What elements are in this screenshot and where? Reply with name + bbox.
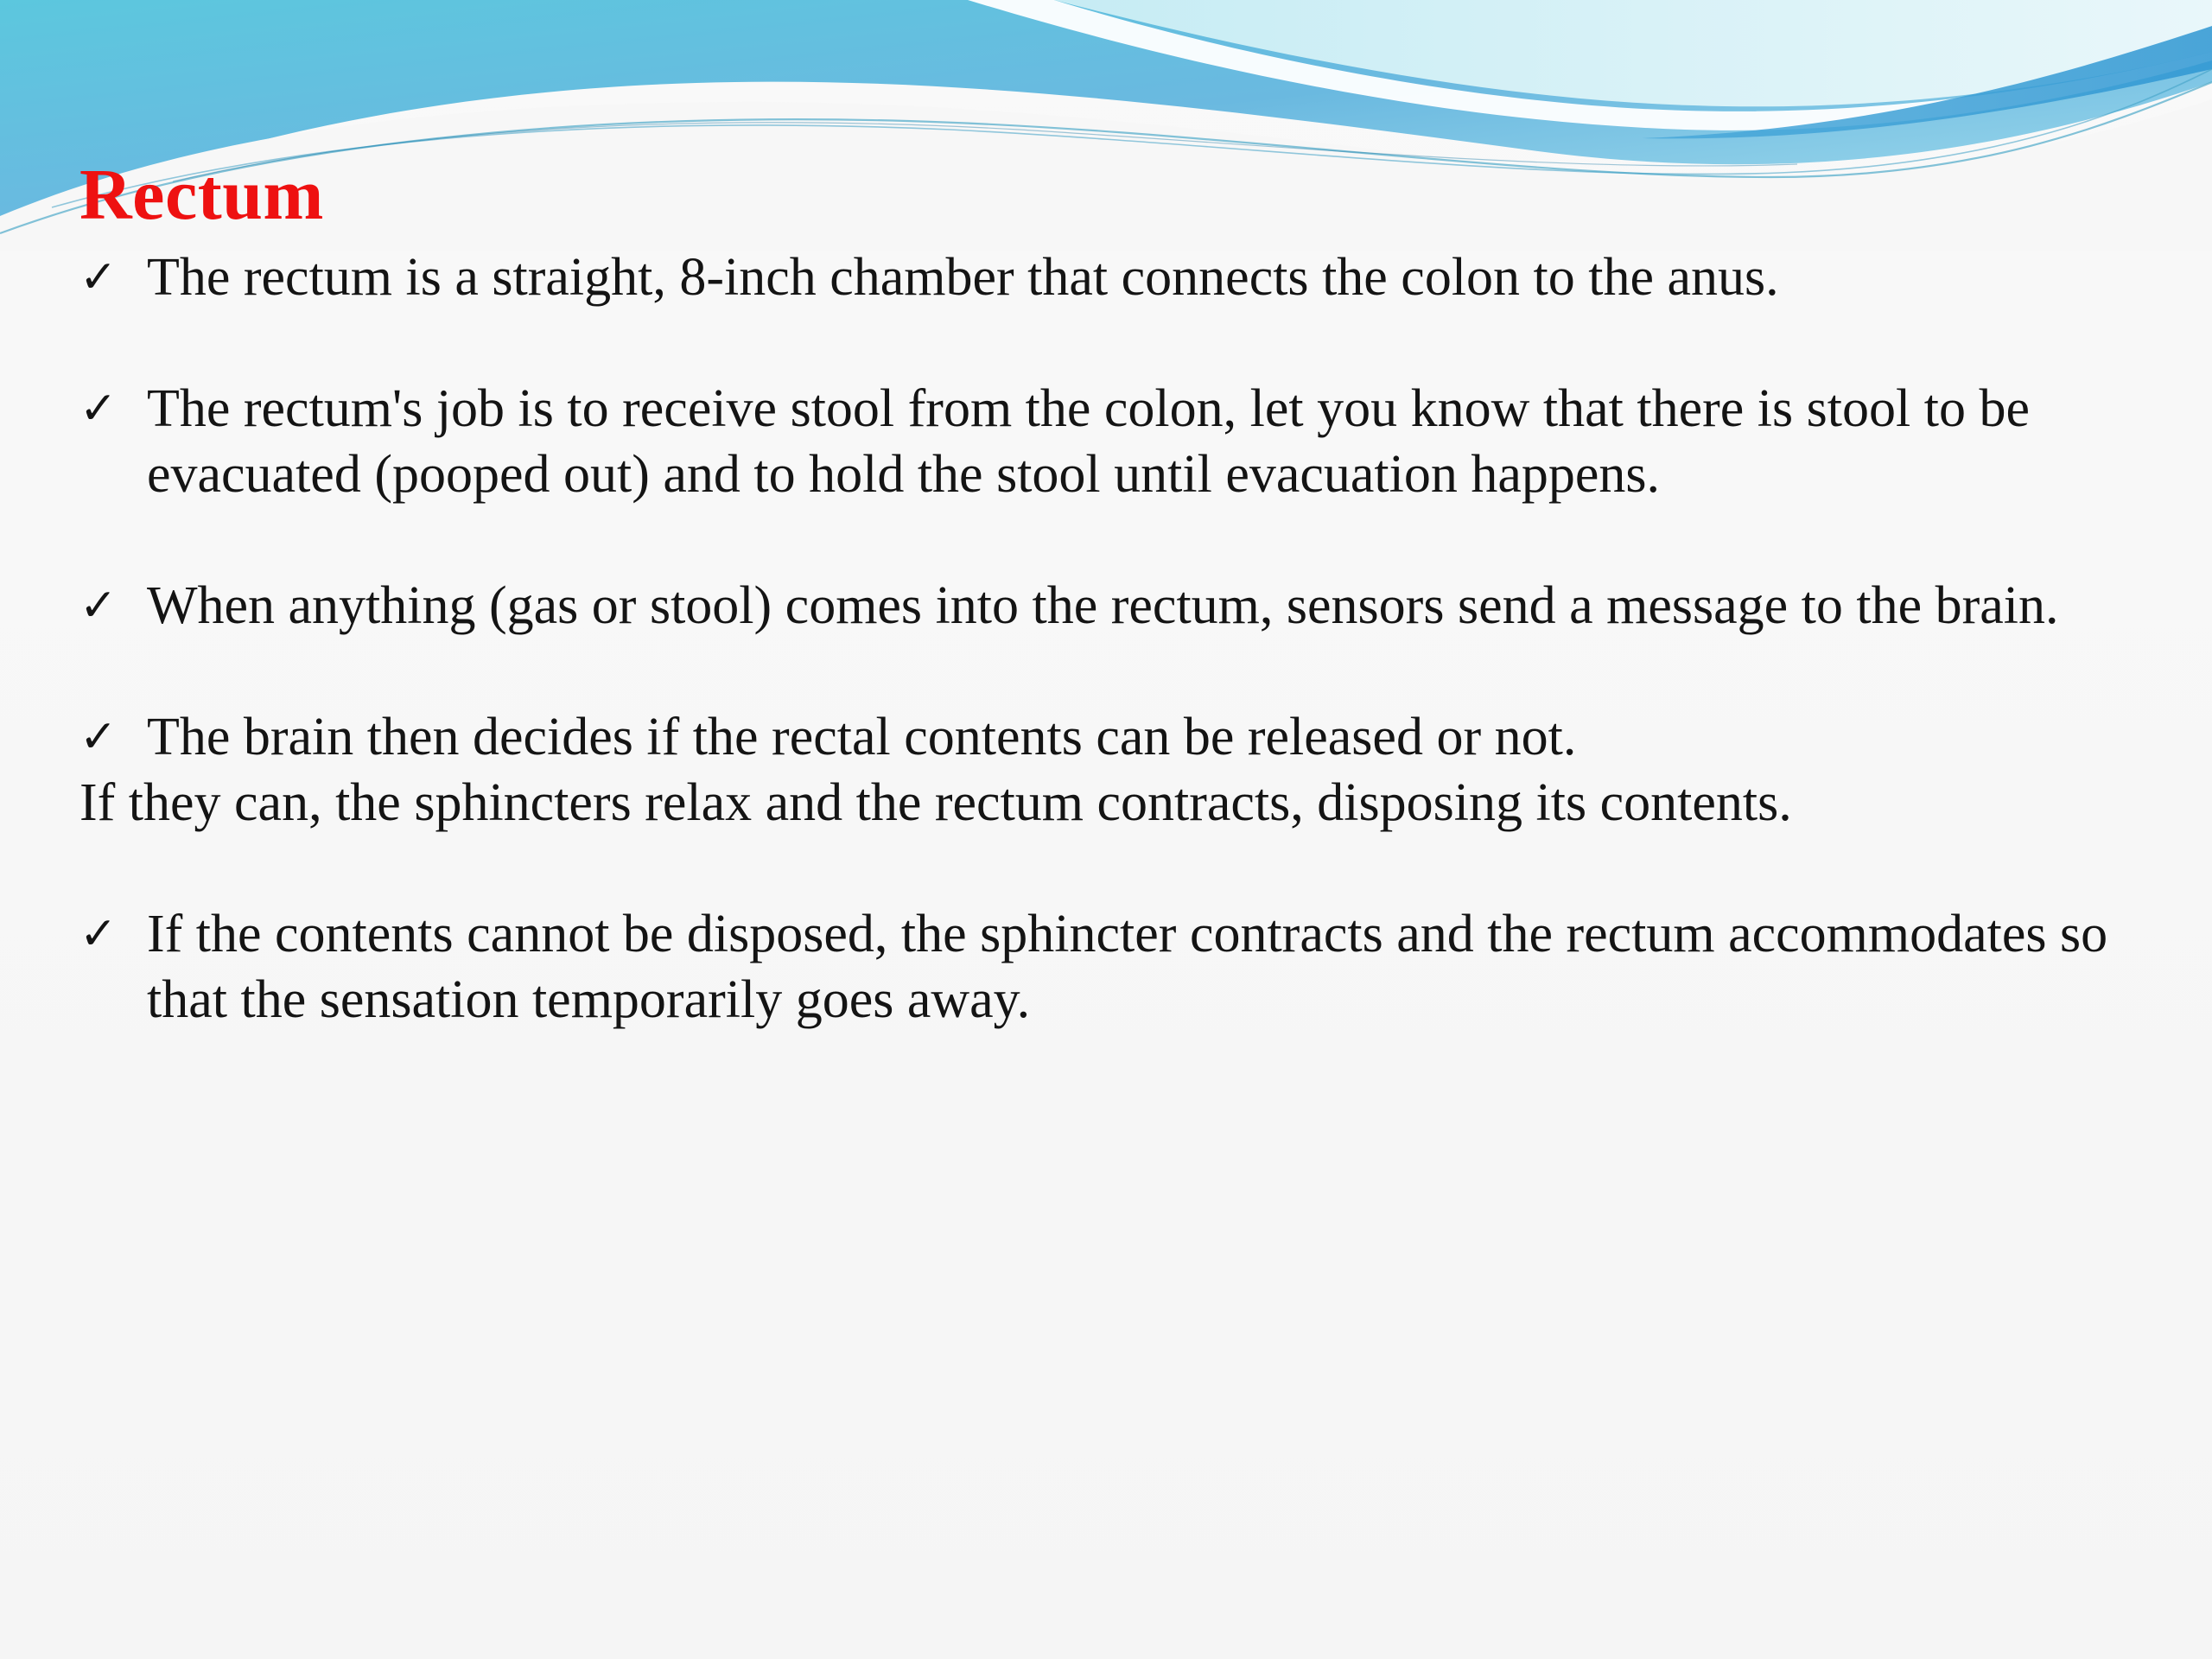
bullet-list xyxy=(79,245,2153,1098)
bullet-text: The rectum's job is to receive stool from the colon, let you know that there is stool to be evacuated (pooped out) and to hold the stool until evacuation happens. xyxy=(147,379,2030,504)
list-item xyxy=(79,573,2153,639)
header-wave-decoration xyxy=(0,0,2212,251)
list-item xyxy=(79,245,2153,310)
checkmark-icon: ✓ xyxy=(79,711,118,763)
checkmark-icon: ✓ xyxy=(79,580,118,632)
bullet-text: If the contents cannot be disposed, the sphincter contracts and the rectum accommodates so that the sensation temporarily goes away. xyxy=(147,905,2108,1029)
list-item xyxy=(79,901,2153,1033)
checkmark-icon: ✓ xyxy=(79,251,118,303)
list-item xyxy=(79,376,2153,507)
bullet-text: When anything (gas or stool) comes into the rectum, sensors send a message to the brain. xyxy=(147,576,2059,635)
bullet-text: The rectum is a straight, 8-inch chamber that connects the colon to the anus. xyxy=(147,248,1779,307)
bullet-text: The brain then decides if the rectal contents can be released or not. xyxy=(147,708,1577,766)
checkmark-icon: ✓ xyxy=(79,908,118,960)
checkmark-icon: ✓ xyxy=(79,383,118,435)
slide-title: Rectum xyxy=(79,155,324,235)
continuation-text: If they can, the sphincters relax and the rectum contracts, disposing its contents. xyxy=(79,773,1792,832)
list-item xyxy=(79,704,2153,770)
